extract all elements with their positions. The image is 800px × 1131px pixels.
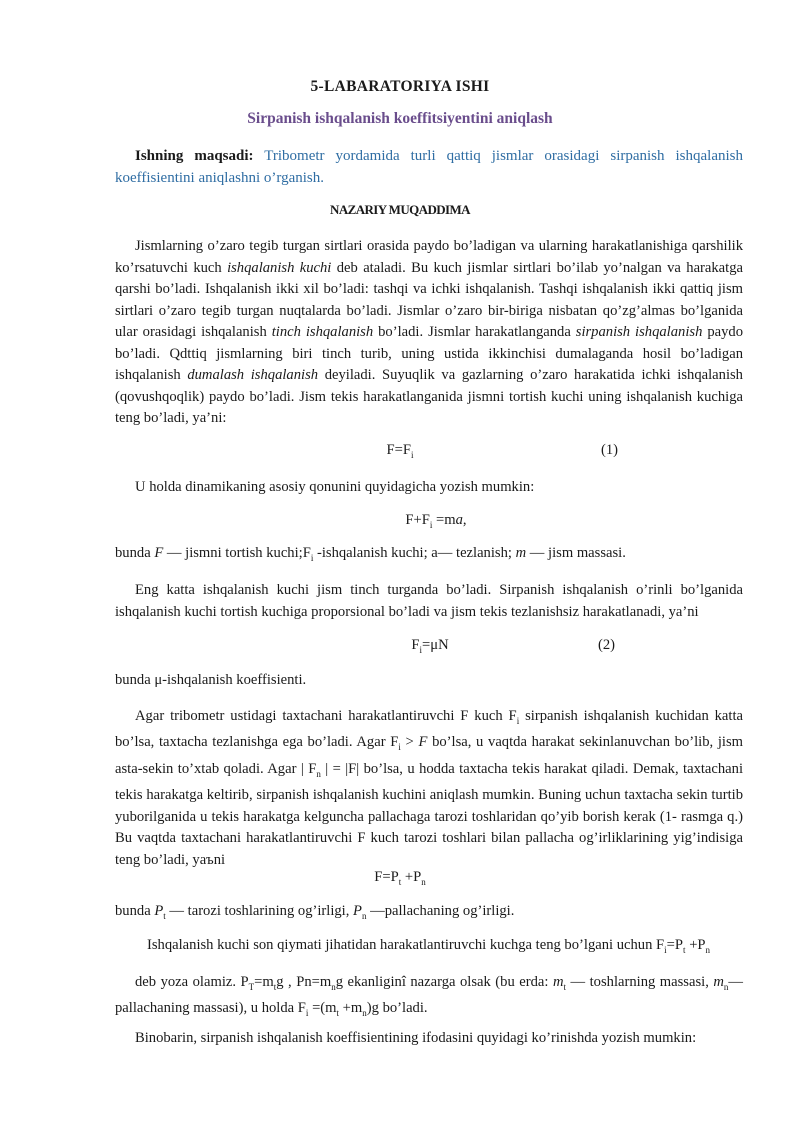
theory-paragraph: Jismlarning o’zaro tegib turgan sirtlari orasida paydo bo’ladigan va ularning harakatlanishiga qarshilik ko’rsatuvchi kuch ishqalanish kuchi deb ataladi. Bu kuch jismlar sirtlari bo’ilab yo’nalgan va harakatga qarshi bo’ladi. Ishqalanish ikki xil bo’ladi: tashqi va ichki ishqalanish. Tashqi ishqalanish ikki qattiq jism sirtlari o’zaro tegib turgan nuqtalarda bo’ladi. Jismlar o’zaro bir-biriga nisbatan qo’zg’almas bo’lganida ular orasidagi ishqalanish tinch ishqalanish bo’ladi. Jismlar harakatlanganda sirpanish ishqalanish paydo bo’ladi. Qdttiq jismlarning biri tinch turib, uning ustida ikkinchisi dumalaganda hosil bo’ladigan ishqalanish dumalash ishqalanish deyiladi. Suyuqlik va gazlarning o’zaro harakatida ichki ishqalanish (qovushqoqlik) paydo bo’ladi. Jism tekis harakatlanganida jismni tortish kuchi uning ishqalanish kuchiga teng bo’ladi, ya’ni: — [115, 238, 743, 426]
dynamics-paragraph: U holda dinamikaning asosiy qonunini quyidagicha yozish mumkin: — [135, 479, 535, 495]
definitions-line: bunda F — jismni tortish $kuchi;F_i$ -ishqalanish kuchi; a— tezlanish; m — jism massasi. — [115, 545, 626, 563]
tribometer-paragraph: Agar tribometr ustidagi taxtachani harakatlantiruvchi F kuch $F_i$ sirpanish ishqalanish kuchidan katta bo’lsa, taxtacha tezlanishga ega bo’ladi. Agar $F_i > F$ bo’lsa, u vaqtda harakat sekinlanuvchan bo’lib, jism asta-sekin to’xtab qoladi. Agar | $F_n$ | = |F| bo’lsa, u hodda taxtacha tekis harakat qiladi. Demak, taxtachani tekis harakatga keltirib, sirpanish ishqalanish kuchini aniqlash mumkin. Buning uchun taxtacha sekin turtib yuborilganida u tekis harakatga kelguncha pallachaga tarozi toshlaridan qo’yib borish kerak (1- rasmga q.) Bu vaqtda taxtachani harakatlantiruvchi F kuch tarozi toshlari bilan pallacha og’irliklarining yig’indisiga teng bo’ladi, yaъni — [115, 708, 744, 868]
section-heading: NAZARIY MUQADDIMA — [330, 202, 470, 217]
page-subtitle: Sirpanish ishqalanish koeffitsiyentini aniqlash — [247, 110, 553, 127]
conclusion-paragraph: Binobarin, sirpanish ishqalanish koeffisientining ifodasini quyidagi ko’rinishda yozish mumkin: — [135, 1030, 697, 1046]
equation-1-number: (1) — [601, 442, 619, 458]
page-title: 5-LABARATORIYA ISHI — [310, 78, 490, 95]
equation-force-sum: $F=P_t +P_n$ — [374, 869, 426, 887]
friction-equals-line: Ishqalanish kuchi son qiymati jihatidan harakatlantiruvchi kuchga teng bo’lgani uchun $F_i=P_t +P_n$ — [147, 937, 711, 955]
weights-definition-line: bunda $P_t$ — tarozi toshlarining og’irligi, $P_n$ —pallachaning og’irligi. — [115, 903, 515, 921]
equation-2-number: (2) — [598, 637, 616, 653]
purpose-label: Ishning maqsadi: — [135, 148, 254, 164]
equation-2: $F+F_i =ma$, — [405, 512, 467, 530]
mu-definition-line: bunda μ-ishqalanish koeffisienti. — [115, 672, 307, 688]
mass-paragraph: deb yoza olamiz. $P_T=m_tg$ , $Pn=m_ng$ ekanliginî nazarga olsak (bu erda: $m_t$ — toshlarning massasi, $m_n—$ pallachaning massasi), u holda $F_i =(m_t +m_n)g$ bo’ladi. — [115, 974, 743, 1019]
purpose-paragraph — [115, 145, 743, 189]
max-friction-paragraph: Eng katta ishqalanish kuchi jism tinch turganda bo’ladi. Sirpanish ishqalanish o’rinli bo’lganida ishqalanish kuchi tortish kuchiga proporsional bo’ladi va jism tekis tezlanishsiz harakatlanadi, ya’ni — [115, 582, 743, 620]
equation-1: $F=F_i$ — [386, 442, 414, 460]
purpose-text: Tribometr yordamida turli qattiq jismlar orasidagi sirpanish ishqalanish koeffisientini aniqlashni o’rganish. — [115, 148, 743, 186]
equation-2-formula: $F_i=\mu N$ — [411, 637, 449, 655]
